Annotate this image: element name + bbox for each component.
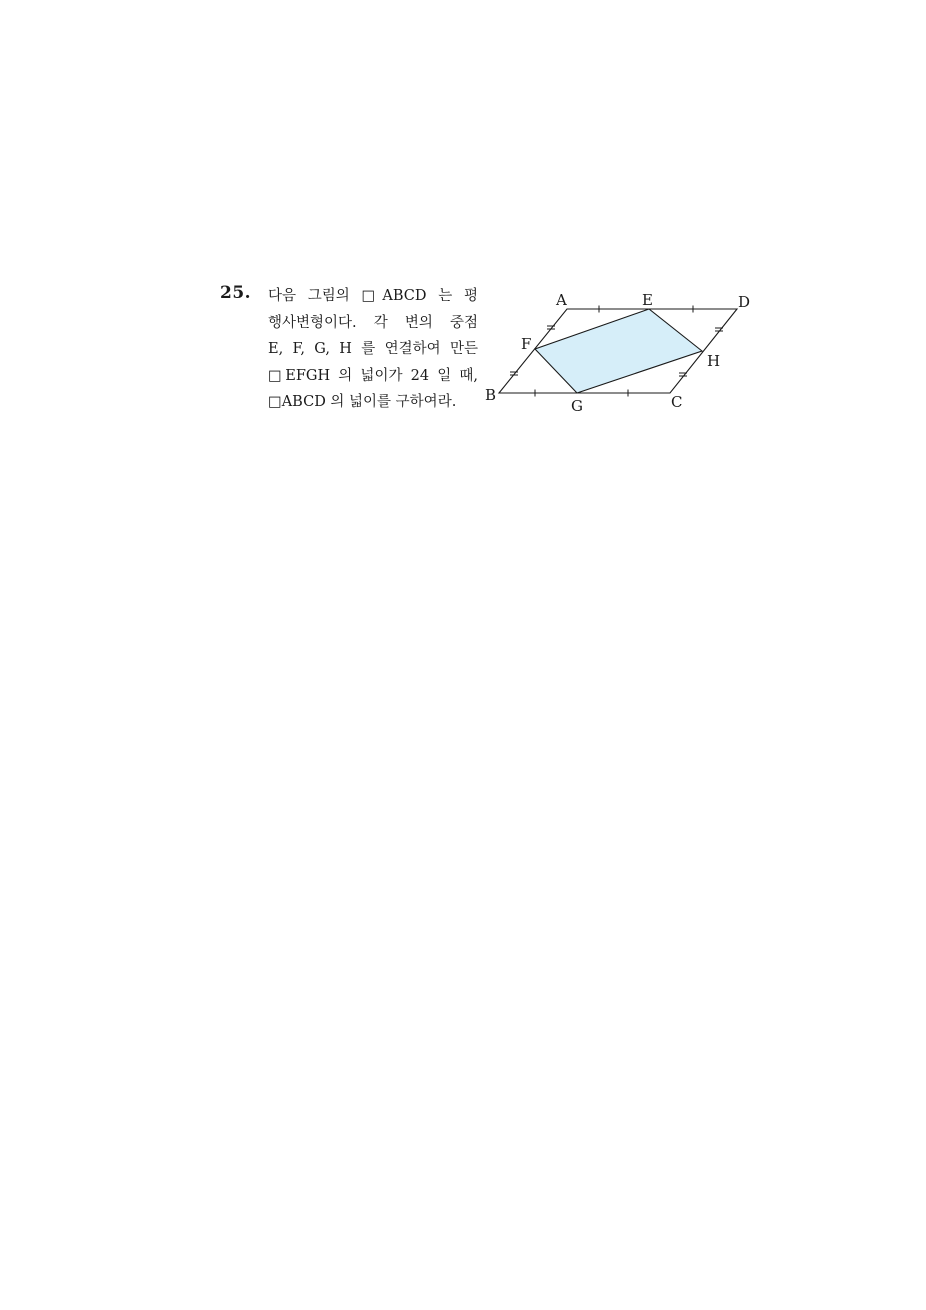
label-d: D	[738, 293, 751, 311]
problem-number: 25.	[220, 283, 252, 303]
label-h: H	[707, 352, 721, 370]
problem-line-4: □EFGH 의 넓이가 24 일 때,	[268, 367, 478, 384]
problem-statement	[268, 283, 478, 416]
label-c: C	[671, 393, 683, 411]
problem-line-3: E, F, G, H 를 연결하여 만든	[268, 341, 478, 357]
problem-line-5: □ABCD 의 넓이를 구하여라.	[268, 394, 457, 410]
parallelogram-diagram	[478, 280, 768, 425]
problem-line-2: 행사변형이다. 각 변의 중점	[268, 314, 478, 331]
label-a: A	[556, 291, 567, 309]
quadrilateral-efgh	[535, 309, 702, 393]
label-f: F	[521, 335, 532, 353]
label-g: G	[571, 397, 583, 415]
parallelogram-figure	[478, 280, 768, 425]
label-b: B	[485, 386, 497, 404]
problem-line-1: 다음 그림의 □ABCD 는 평	[268, 288, 478, 304]
label-e: E	[642, 291, 653, 309]
